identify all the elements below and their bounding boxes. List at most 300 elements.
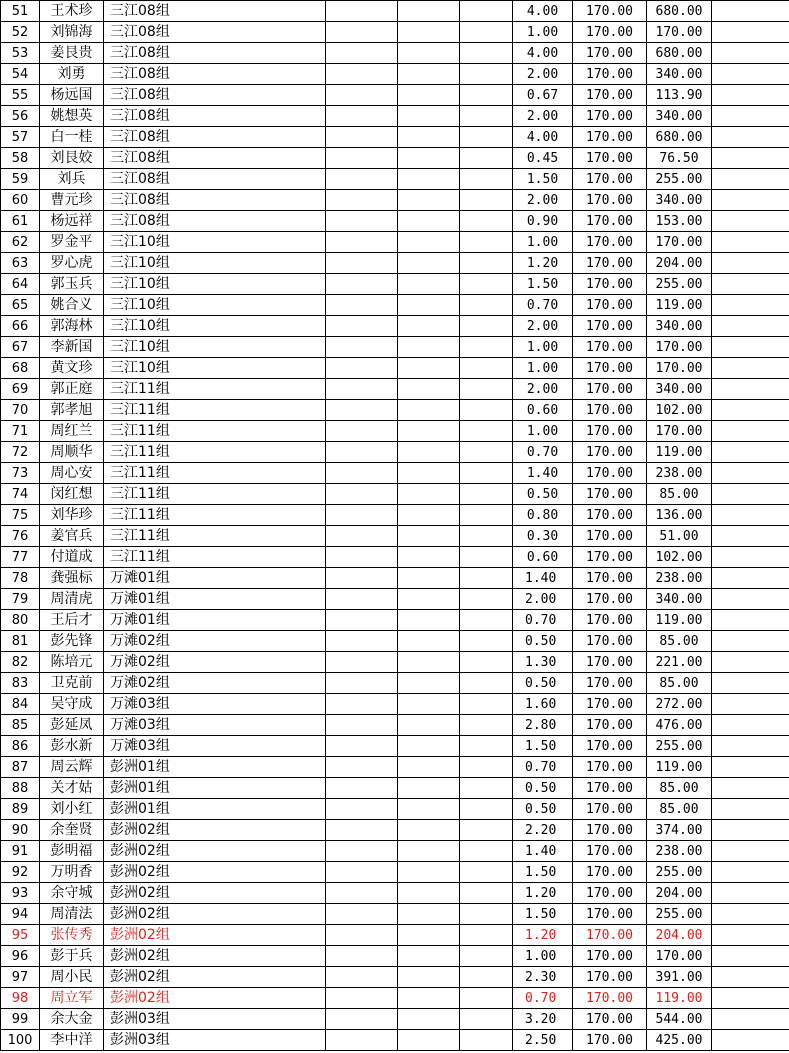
area-value: 0.70 (513, 988, 573, 1009)
blank-cell (326, 736, 398, 757)
row-number: 88 (1, 778, 40, 799)
blank-cell (712, 631, 789, 652)
row-number: 76 (1, 526, 40, 547)
blank-cell (460, 1009, 513, 1030)
blank-cell (326, 526, 398, 547)
area-value: 1.20 (513, 253, 573, 274)
blank-cell (460, 211, 513, 232)
area-value: 2.00 (513, 379, 573, 400)
person-name: 卫克前 (40, 673, 104, 694)
table-row (1, 715, 789, 736)
row-number: 62 (1, 232, 40, 253)
blank-cell (712, 799, 789, 820)
person-name: 闵红想 (40, 484, 104, 505)
table-row (1, 295, 789, 316)
amount-value: 51.00 (647, 526, 712, 547)
amount-value: 680.00 (647, 1, 712, 22)
blank-cell (712, 127, 789, 148)
blank-cell (460, 883, 513, 904)
village-group: 彭洲01组 (104, 757, 326, 778)
blank-cell (460, 988, 513, 1009)
table-row (1, 106, 789, 127)
blank-cell (398, 778, 460, 799)
blank-cell (460, 106, 513, 127)
area-value: 2.00 (513, 106, 573, 127)
table-row (1, 631, 789, 652)
person-name: 余大金 (40, 1009, 104, 1030)
amount-value: 425.00 (647, 1030, 712, 1051)
table-row (1, 442, 789, 463)
blank-cell (460, 967, 513, 988)
person-name: 万明香 (40, 862, 104, 883)
amount-value: 170.00 (647, 358, 712, 379)
area-value: 1.50 (513, 862, 573, 883)
village-group: 彭洲02组 (104, 967, 326, 988)
blank-cell (398, 967, 460, 988)
blank-cell (326, 820, 398, 841)
blank-cell (398, 757, 460, 778)
blank-cell (326, 22, 398, 43)
rate-value: 170.00 (573, 778, 647, 799)
amount-value: 102.00 (647, 400, 712, 421)
amount-value: 85.00 (647, 799, 712, 820)
blank-cell (398, 631, 460, 652)
row-number: 61 (1, 211, 40, 232)
row-number: 64 (1, 274, 40, 295)
person-name: 周立军 (40, 988, 104, 1009)
row-number: 98 (1, 988, 40, 1009)
area-value: 4.00 (513, 1, 573, 22)
village-group: 三江08组 (104, 169, 326, 190)
rate-value: 170.00 (573, 1030, 647, 1051)
blank-cell (326, 169, 398, 190)
person-name: 郭孝旭 (40, 400, 104, 421)
village-group: 三江11组 (104, 547, 326, 568)
amount-value: 204.00 (647, 925, 712, 946)
amount-value: 544.00 (647, 1009, 712, 1030)
table-row (1, 127, 789, 148)
area-value: 0.70 (513, 442, 573, 463)
table-row (1, 757, 789, 778)
row-number: 55 (1, 85, 40, 106)
rate-value: 170.00 (573, 862, 647, 883)
blank-cell (326, 337, 398, 358)
blank-cell (398, 1, 460, 22)
blank-cell (326, 610, 398, 631)
village-group: 彭洲02组 (104, 841, 326, 862)
table-row (1, 589, 789, 610)
village-group: 三江10组 (104, 274, 326, 295)
person-name: 郭正庭 (40, 379, 104, 400)
blank-cell (398, 841, 460, 862)
blank-cell (712, 85, 789, 106)
person-name: 杨远祥 (40, 211, 104, 232)
blank-cell (460, 358, 513, 379)
table-row (1, 568, 789, 589)
table-row (1, 400, 789, 421)
rate-value: 170.00 (573, 337, 647, 358)
row-number: 100 (1, 1030, 40, 1051)
row-number: 87 (1, 757, 40, 778)
village-group: 三江10组 (104, 232, 326, 253)
blank-cell (326, 694, 398, 715)
blank-cell (460, 295, 513, 316)
blank-cell (326, 841, 398, 862)
area-value: 0.50 (513, 631, 573, 652)
village-group: 彭洲01组 (104, 778, 326, 799)
amount-value: 170.00 (647, 337, 712, 358)
table-row (1, 736, 789, 757)
table-row (1, 22, 789, 43)
blank-cell (460, 694, 513, 715)
person-name: 郭玉兵 (40, 274, 104, 295)
blank-cell (460, 820, 513, 841)
area-value: 2.50 (513, 1030, 573, 1051)
person-name: 彭于兵 (40, 946, 104, 967)
amount-value: 153.00 (647, 211, 712, 232)
amount-value: 340.00 (647, 379, 712, 400)
table-row (1, 190, 789, 211)
blank-cell (398, 505, 460, 526)
area-value: 0.67 (513, 85, 573, 106)
table-row (1, 379, 789, 400)
blank-cell (398, 1009, 460, 1030)
table-row (1, 85, 789, 106)
row-number: 69 (1, 379, 40, 400)
table-row (1, 988, 789, 1009)
area-value: 1.30 (513, 652, 573, 673)
village-group: 三江11组 (104, 463, 326, 484)
table-row (1, 211, 789, 232)
amount-value: 255.00 (647, 169, 712, 190)
blank-cell (712, 169, 789, 190)
table-row (1, 904, 789, 925)
blank-cell (712, 190, 789, 211)
table-row (1, 421, 789, 442)
rate-value: 170.00 (573, 379, 647, 400)
row-number: 51 (1, 1, 40, 22)
person-name: 刘勇 (40, 64, 104, 85)
area-value: 4.00 (513, 43, 573, 64)
blank-cell (712, 337, 789, 358)
village-group: 三江10组 (104, 358, 326, 379)
blank-cell (398, 400, 460, 421)
blank-cell (326, 715, 398, 736)
area-value: 1.00 (513, 22, 573, 43)
blank-cell (398, 799, 460, 820)
blank-cell (326, 862, 398, 883)
person-name: 关才姑 (40, 778, 104, 799)
rate-value: 170.00 (573, 715, 647, 736)
blank-cell (712, 946, 789, 967)
blank-cell (398, 211, 460, 232)
table-row (1, 463, 789, 484)
amount-value: 476.00 (647, 715, 712, 736)
blank-cell (460, 148, 513, 169)
blank-cell (326, 190, 398, 211)
blank-cell (460, 715, 513, 736)
rate-value: 170.00 (573, 631, 647, 652)
blank-cell (712, 358, 789, 379)
area-value: 1.40 (513, 463, 573, 484)
table-row (1, 925, 789, 946)
blank-cell (460, 1, 513, 22)
rate-value: 170.00 (573, 946, 647, 967)
table-row (1, 64, 789, 85)
village-group: 三江08组 (104, 211, 326, 232)
blank-cell (712, 106, 789, 127)
amount-value: 170.00 (647, 946, 712, 967)
blank-cell (712, 757, 789, 778)
blank-cell (326, 379, 398, 400)
person-name: 周红兰 (40, 421, 104, 442)
village-group: 万滩01组 (104, 568, 326, 589)
amount-value: 170.00 (647, 421, 712, 442)
person-name: 周顺华 (40, 442, 104, 463)
person-name: 刘小红 (40, 799, 104, 820)
village-group: 三江08组 (104, 148, 326, 169)
amount-value: 221.00 (647, 652, 712, 673)
blank-cell (326, 757, 398, 778)
table-row (1, 799, 789, 820)
village-group: 三江10组 (104, 337, 326, 358)
table-row (1, 1, 789, 22)
blank-cell (326, 547, 398, 568)
row-number: 84 (1, 694, 40, 715)
blank-cell (712, 988, 789, 1009)
rate-value: 170.00 (573, 22, 647, 43)
blank-cell (326, 148, 398, 169)
village-group: 三江08组 (104, 1, 326, 22)
blank-cell (326, 904, 398, 925)
table-row (1, 820, 789, 841)
person-name: 王后才 (40, 610, 104, 631)
row-number: 74 (1, 484, 40, 505)
blank-cell (712, 610, 789, 631)
village-group: 三江11组 (104, 379, 326, 400)
person-name: 杨远国 (40, 85, 104, 106)
blank-cell (460, 652, 513, 673)
amount-value: 391.00 (647, 967, 712, 988)
amount-value: 255.00 (647, 736, 712, 757)
amount-value: 340.00 (647, 106, 712, 127)
rate-value: 170.00 (573, 988, 647, 1009)
blank-cell (460, 673, 513, 694)
blank-cell (398, 337, 460, 358)
row-number: 79 (1, 589, 40, 610)
rate-value: 170.00 (573, 106, 647, 127)
person-name: 郭海林 (40, 316, 104, 337)
blank-cell (398, 610, 460, 631)
blank-cell (712, 400, 789, 421)
area-value: 2.30 (513, 967, 573, 988)
amount-value: 340.00 (647, 316, 712, 337)
person-name: 周小民 (40, 967, 104, 988)
table-row (1, 1030, 789, 1051)
blank-cell (398, 568, 460, 589)
amount-value: 170.00 (647, 232, 712, 253)
amount-value: 340.00 (647, 589, 712, 610)
village-group: 万滩03组 (104, 736, 326, 757)
area-value: 0.30 (513, 526, 573, 547)
table-row (1, 547, 789, 568)
blank-cell (398, 820, 460, 841)
row-number: 91 (1, 841, 40, 862)
person-name: 周云辉 (40, 757, 104, 778)
area-value: 4.00 (513, 127, 573, 148)
blank-cell (326, 589, 398, 610)
village-group: 彭洲02组 (104, 946, 326, 967)
amount-value: 85.00 (647, 778, 712, 799)
area-value: 2.80 (513, 715, 573, 736)
blank-cell (712, 1030, 789, 1051)
row-number: 89 (1, 799, 40, 820)
village-group: 三江10组 (104, 295, 326, 316)
blank-cell (398, 946, 460, 967)
row-number: 53 (1, 43, 40, 64)
row-number: 82 (1, 652, 40, 673)
rate-value: 170.00 (573, 484, 647, 505)
amount-value: 119.00 (647, 295, 712, 316)
blank-cell (460, 64, 513, 85)
blank-cell (460, 337, 513, 358)
blank-cell (712, 820, 789, 841)
table-row (1, 316, 789, 337)
blank-cell (460, 85, 513, 106)
blank-cell (398, 190, 460, 211)
blank-cell (326, 1030, 398, 1051)
rate-value: 170.00 (573, 64, 647, 85)
person-name: 周清虎 (40, 589, 104, 610)
blank-cell (398, 1030, 460, 1051)
rate-value: 170.00 (573, 85, 647, 106)
rate-value: 170.00 (573, 505, 647, 526)
blank-cell (398, 358, 460, 379)
area-value: 0.50 (513, 673, 573, 694)
blank-cell (326, 652, 398, 673)
blank-cell (398, 463, 460, 484)
rate-value: 170.00 (573, 652, 647, 673)
blank-cell (398, 22, 460, 43)
area-value: 1.00 (513, 337, 573, 358)
amount-value: 136.00 (647, 505, 712, 526)
blank-cell (712, 484, 789, 505)
person-name: 黄文珍 (40, 358, 104, 379)
blank-cell (398, 694, 460, 715)
rate-value: 170.00 (573, 841, 647, 862)
blank-cell (326, 946, 398, 967)
person-name: 李中洋 (40, 1030, 104, 1051)
blank-cell (398, 253, 460, 274)
row-number: 95 (1, 925, 40, 946)
rate-value: 170.00 (573, 400, 647, 421)
amount-value: 204.00 (647, 253, 712, 274)
blank-cell (326, 442, 398, 463)
blank-cell (460, 484, 513, 505)
blank-cell (326, 883, 398, 904)
table-row (1, 841, 789, 862)
blank-cell (326, 967, 398, 988)
area-value: 0.60 (513, 400, 573, 421)
rate-value: 170.00 (573, 799, 647, 820)
blank-cell (326, 631, 398, 652)
row-number: 72 (1, 442, 40, 463)
blank-cell (712, 1, 789, 22)
village-group: 三江08组 (104, 22, 326, 43)
village-group: 彭洲02组 (104, 988, 326, 1009)
blank-cell (460, 841, 513, 862)
blank-cell (712, 64, 789, 85)
area-value: 1.00 (513, 358, 573, 379)
village-group: 彭洲02组 (104, 883, 326, 904)
blank-cell (460, 442, 513, 463)
blank-cell (712, 904, 789, 925)
blank-cell (712, 505, 789, 526)
blank-cell (712, 925, 789, 946)
rate-value: 170.00 (573, 547, 647, 568)
blank-cell (326, 232, 398, 253)
rate-value: 170.00 (573, 1009, 647, 1030)
blank-cell (712, 463, 789, 484)
rate-value: 170.00 (573, 883, 647, 904)
blank-cell (398, 148, 460, 169)
amount-value: 119.00 (647, 988, 712, 1009)
village-group: 万滩02组 (104, 631, 326, 652)
blank-cell (398, 862, 460, 883)
rate-value: 170.00 (573, 463, 647, 484)
area-value: 3.20 (513, 1009, 573, 1030)
blank-cell (712, 736, 789, 757)
row-number: 81 (1, 631, 40, 652)
blank-cell (712, 1009, 789, 1030)
blank-cell (326, 799, 398, 820)
rate-value: 170.00 (573, 295, 647, 316)
blank-cell (398, 295, 460, 316)
blank-cell (398, 988, 460, 1009)
amount-value: 374.00 (647, 820, 712, 841)
area-value: 1.00 (513, 232, 573, 253)
blank-cell (326, 43, 398, 64)
blank-cell (712, 148, 789, 169)
area-value: 1.50 (513, 736, 573, 757)
blank-cell (326, 778, 398, 799)
village-group: 三江10组 (104, 316, 326, 337)
person-name: 周清法 (40, 904, 104, 925)
rate-value: 170.00 (573, 526, 647, 547)
person-name: 彭水新 (40, 736, 104, 757)
area-value: 1.60 (513, 694, 573, 715)
table-row (1, 694, 789, 715)
table-row (1, 148, 789, 169)
person-name: 彭先锋 (40, 631, 104, 652)
blank-cell (712, 442, 789, 463)
blank-cell (712, 211, 789, 232)
blank-cell (398, 316, 460, 337)
amount-value: 102.00 (647, 547, 712, 568)
blank-cell (460, 421, 513, 442)
village-group: 三江08组 (104, 85, 326, 106)
blank-cell (712, 715, 789, 736)
table-row (1, 358, 789, 379)
amount-value: 340.00 (647, 64, 712, 85)
table-row (1, 526, 789, 547)
rate-value: 170.00 (573, 43, 647, 64)
area-value: 1.50 (513, 274, 573, 295)
area-value: 0.45 (513, 148, 573, 169)
blank-cell (398, 673, 460, 694)
person-name: 付道成 (40, 547, 104, 568)
rate-value: 170.00 (573, 211, 647, 232)
